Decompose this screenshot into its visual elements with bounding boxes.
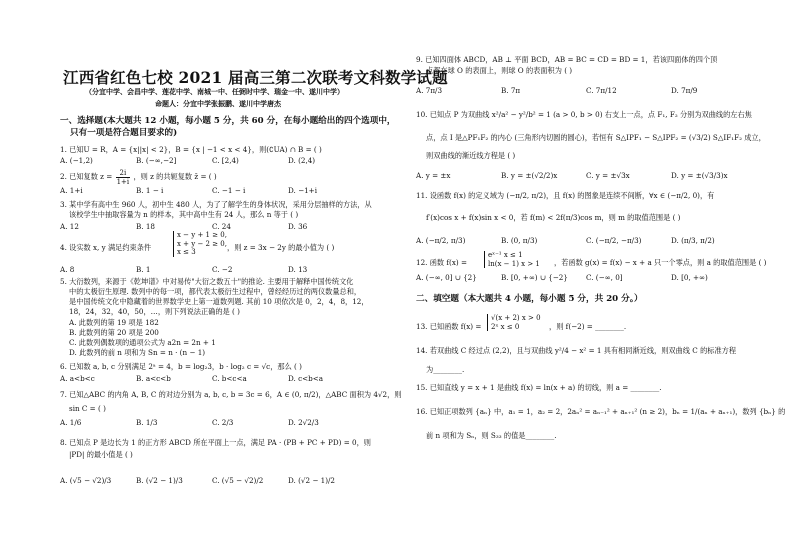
question-4-options — [60, 265, 380, 275]
constraint-1: x − y + 1 ≥ 0, — [177, 231, 227, 239]
section1-heading-line1: 一、选择题(本大题共 12 小题，每小题 5 分，共 60 分，在每小题给出的四个选项中， — [60, 116, 396, 126]
question-12-suffix: ，若函数 g(x) = f(x) − x + a 只一个零点，则 a 的取值范围是 ( ) — [554, 258, 767, 267]
option-a: A. 1/6 — [60, 418, 82, 427]
exam-title: 江西省红色七校 2021 届高三第二次联考文科数学试题 — [63, 68, 448, 87]
option-c: C. −1 − i — [212, 186, 246, 195]
option-b: B. [0, +∞) ∪ {−2} — [501, 273, 568, 282]
option-d: D. y = ±(√3/3)x — [671, 171, 728, 180]
question-8-options — [60, 476, 380, 486]
question-7-line2: sin C = ( ) — [69, 404, 106, 413]
question-14-line2: 为________. — [426, 365, 465, 374]
question-16-line1: 16. 已知正项数列 {aₙ} 中，a₁ = 1，a₂ = 2，2aₙ² = aₙ₋₁² + aₙ₊₁² (n ≥ 2)，bₙ = 1/(aₙ + aₙ₊₁)，数列 {bₙ} 的 — [416, 407, 786, 416]
section2-heading: 二、填空题（本大题共 4 小题，每小题 5 分，共 20 分。） — [416, 294, 643, 304]
piece-2: ln(x − 1) x > 1 — [488, 259, 540, 268]
option-b: B. y = ±(√2/2)x — [501, 171, 558, 180]
option-d: D. (2,4) — [288, 156, 316, 165]
piece-1: eˣ⁻¹ x ≤ 1 — [488, 251, 523, 259]
right-column — [414, 0, 786, 550]
question-13-suffix: ，则 f(−2) = ________. — [549, 322, 627, 331]
option-a: A. (−1,2) — [60, 156, 93, 165]
question-4-constraints — [173, 231, 227, 257]
question-2-suffix: ，则 z 的共轭复数 z̄ = ( ) — [133, 172, 217, 181]
option-c: C. [2,4) — [212, 156, 239, 165]
question-9-line2: 点都在球 O 的表面上，则球 O 的表面积为 ( ) — [426, 66, 573, 75]
option-a: A. 1+i — [60, 186, 83, 195]
option-c: C. y = ±√3x — [586, 171, 630, 180]
option-c: C. 24 — [212, 222, 231, 231]
question-4-suffix: ，则 z = 3x − 2y 的最小值为 ( ) — [227, 243, 335, 252]
option-c: C. 7π/12 — [586, 86, 617, 95]
question-2 — [60, 168, 217, 186]
question-11-options — [416, 236, 756, 246]
option-d: D. c<b<a — [288, 374, 324, 383]
constraint-3: x ≤ 3 — [177, 248, 196, 256]
question-16-line2: 前 n 项和为 Sₙ，则 S₃₃ 的值是________. — [426, 431, 557, 440]
question-7-options — [60, 418, 380, 428]
option-a: A. (−π/2, π/3) — [416, 236, 466, 245]
option-d: D. 2√2/3 — [288, 418, 319, 427]
piece-1: √(x + 2) x > 0 — [491, 314, 541, 322]
option-b: B. a<c<b — [136, 374, 171, 383]
question-5-option-a: A. 此数列的第 19 项是 182 — [69, 318, 159, 327]
option-a: A. a<b<c — [60, 374, 95, 383]
question-15: 15. 已知直线 y = x + 1 是曲线 f(x) = ln(x + a) 的切线，则 a = ________. — [416, 383, 662, 392]
option-d: D. (√2 − 1)/2 — [288, 476, 335, 485]
question-5-option-b: B. 此数列的第 20 项是 200 — [69, 328, 159, 337]
fraction-denominator: 1+i — [116, 177, 130, 186]
question-5-line2: 中的太极衍生原理. 数列中的每一项，都代表太极衍生过程中，曾经经历过的两仪数量总和， — [69, 287, 362, 296]
option-d: D. [0, +∞) — [671, 273, 708, 282]
option-c: C. (−π/2, −π/3) — [586, 236, 642, 245]
question-2-options — [60, 186, 380, 196]
question-10-line1: 10. 已知点 P 为双曲线 x²/a² − y²/b² = 1 (a > 0, b > 0) 右支上一点，点 F₁, F₂ 分别为双曲线的左右焦 — [416, 110, 752, 119]
question-10-line2: 点，点 I 是△PF₁F₂ 的内心 (三角形内切圆的圆心)，若恒有 S△IPF₁ − S△IPF₂ = (√3/2) S△IF₁F₂ 成立， — [426, 133, 766, 142]
question-3-line1: 3. 某中学有高中生 960 人，初中生 480 人，为了了解学生的身体状况，采用分层抽样的方法，从 — [60, 200, 372, 209]
question-1-options — [60, 156, 380, 166]
schools-line: （分宜中学、会昌中学、莲花中学、南城一中、任弼时中学、瑞金一中、遂川中学） — [85, 87, 344, 96]
question-3-line2: 该校学生中抽取容量为 n 的样本，其中高中生有 24 人，那么 n 等于 ( ) — [69, 210, 299, 219]
option-b: B. 7π — [501, 86, 521, 95]
question-1: 1. 已知U = R，A = {x||x| < 2}，B = {x | −1 < x < 4}，则(∁UA) ∩ B = ( ) — [60, 145, 322, 154]
question-13-prefix: 13. 已知函数 f(x) = — [416, 322, 482, 331]
option-c: C. (−∞, 0] — [586, 273, 623, 282]
question-6: 6. 已知数 a, b, c 分别满足 2ᵃ = 4，b = log₂3，b · log₂ c = √c，那么 ( ) — [60, 362, 302, 371]
option-a: A. y = ±x — [416, 171, 451, 180]
question-10-line3: 则双曲线的渐近线方程是 ( ) — [426, 151, 516, 160]
question-12-options — [416, 273, 756, 283]
option-b: B. (√2 − 1)/3 — [136, 476, 183, 485]
question-5-option-d: D. 此数列的前 n 项和为 Sn = n · (n − 1) — [69, 348, 206, 357]
option-b: B. 1/3 — [136, 418, 158, 427]
option-d: D. −1+i — [288, 186, 317, 195]
option-d: D. 13 — [288, 265, 308, 274]
option-a: A. 8 — [60, 265, 75, 274]
question-14-line1: 14. 若双曲线 C 经过点 (2,2)，且与双曲线 y²/4 − x² = 1 具有相同渐近线，则双曲线 C 的标准方程 — [416, 346, 737, 355]
question-9-options — [416, 86, 756, 96]
constraint-2: x + y − 2 ≥ 0, — [177, 239, 227, 248]
question-4-prefix: 4. 设实数 x, y 满足约束条件 — [60, 243, 152, 252]
option-a: A. 12 — [60, 222, 79, 231]
authors-line: 命题人：分宜中学张振鹏、遂川中学唐杰 — [155, 99, 281, 108]
question-12-prefix: 12. 函数 f(x) = — [416, 258, 468, 267]
question-2-prefix: 2. 已知复数 z = — [60, 172, 113, 181]
option-a: A. 7π/3 — [416, 86, 443, 95]
option-a: A. (−∞, 0] ∪ {2} — [416, 273, 477, 282]
question-11-line1: 11. 设函数 f(x) 的定义域为 (−π/2, π/2)，且 f(x) 的图象是连续不间断，∀x ∈ (−π/2, 0)，有 — [416, 191, 715, 200]
question-5-line1: 5. 大衍数列，来源于《乾坤谱》中对易传"大衍之数五十"的推论. 主要用于解释中国传统文化 — [60, 277, 354, 286]
question-5-option-c: C. 此数列偶数项的通项公式为 a2n = 2n + 1 — [69, 338, 216, 347]
question-11-line2: f′(x)cos x + f(x)sin x < 0，若 f(m) < 2f(π/3)cos m，则 m 的取值范围是 ( ) — [426, 213, 681, 222]
option-d: D. 7π/9 — [671, 86, 698, 95]
piece-2: 2ˣ x ≤ 0 — [491, 322, 520, 331]
option-a: A. (√5 − √2)/3 — [60, 476, 112, 485]
option-b: B. 1 − i — [136, 186, 164, 195]
question-7-line1: 7. 已知△ABC 的内角 A, B, C 的对边分别为 a, b, c, b = 3c = 6，A ∈ (0, π/2)，△ABC 面积为 4√2，则 — [60, 390, 402, 399]
option-c: C. 2/3 — [212, 418, 234, 427]
option-d: D. 36 — [288, 222, 308, 231]
question-2-fraction — [116, 169, 131, 186]
question-10-options — [416, 171, 756, 181]
question-9-line1: 9. 已知四面体 ABCD，AB ⊥ 平面 BCD，AB = BC = CD = BD = 1，若该四面体的四个顶 — [416, 55, 718, 64]
question-5-line4: 18，24，32，40，50，…，则下列说法正确的是 ( ) — [69, 307, 240, 316]
option-b: B. (−∞,−2] — [136, 156, 177, 165]
question-13-piecewise — [487, 314, 541, 331]
question-5-line3: 是中国传统文化中隐藏着的世界数学史上第一道数列题. 其前 10 项依次是 0，2，4，8，12， — [69, 297, 369, 306]
section1-heading-line2: 只有一项是符合题目要求的) — [70, 128, 178, 138]
fraction-numerator: 2i — [116, 169, 131, 178]
option-d: D. (π/3, π/2) — [671, 236, 715, 245]
option-c: C. b<c<a — [212, 374, 247, 383]
option-b: B. 1 — [136, 265, 151, 274]
option-c: C. (√5 − √2)/2 — [212, 476, 264, 485]
question-8-line2: |PD| 的最小值是 ( ) — [69, 450, 133, 459]
question-12-piecewise — [484, 251, 540, 268]
option-b: B. (0, π/3) — [501, 236, 538, 245]
question-6-options — [60, 374, 380, 384]
option-c: C. −2 — [212, 265, 233, 274]
option-b: B. 18 — [136, 222, 155, 231]
question-8-line1: 8. 已知点 P 是边长为 1 的正方形 ABCD 所在平面上一点，满足 PA · (PB + PC + PD) = 0，则 — [60, 438, 371, 447]
